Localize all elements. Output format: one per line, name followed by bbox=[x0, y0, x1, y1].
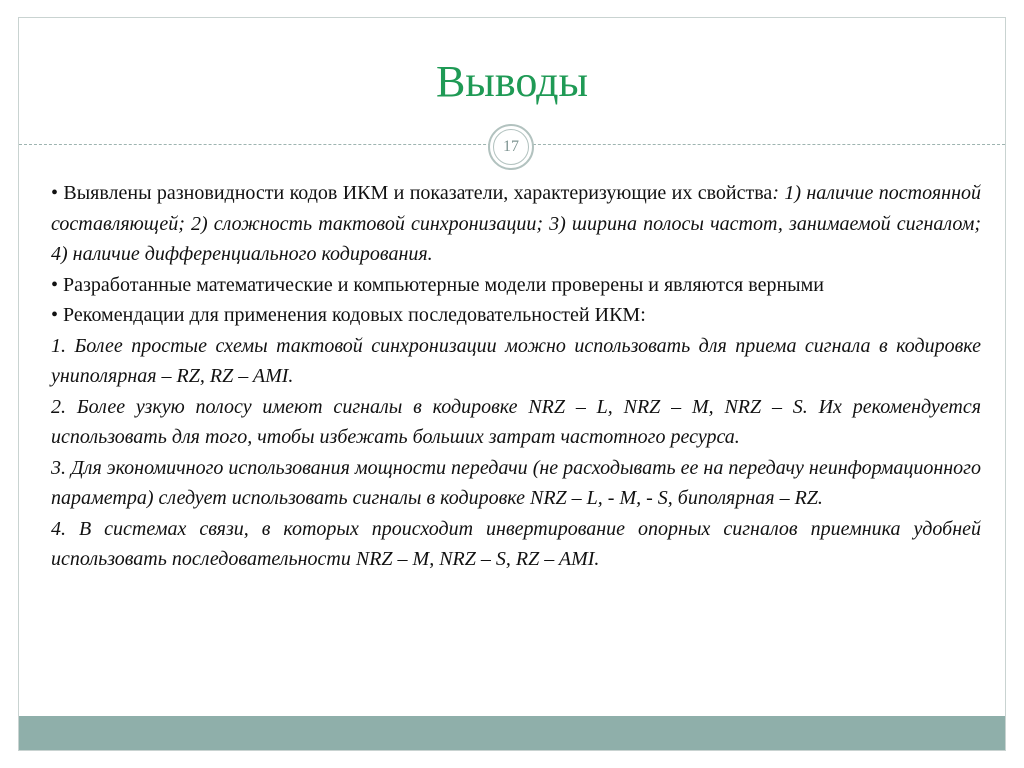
conclusion-1 bbox=[51, 178, 981, 270]
slide-frame bbox=[18, 17, 1006, 751]
slide-title: Выводы bbox=[435, 57, 589, 106]
recommendation-1: 1. Более простые схемы тактовой синхронизации можно использовать для приема сигнала в кодировке униполярная – RZ, RZ – AMI. bbox=[51, 334, 981, 387]
recommendation-2: 2. Более узкую полосу имеют сигналы в кодировке NRZ – L, NRZ – M, NRZ – S. Их рекомендуется использовать для того, чтобы избежать больших затрат частотного ресурса. bbox=[51, 395, 981, 448]
conclusion-1-list: : 1) наличие постоянной составляющей; 2) сложность тактовой синхронизации; 3) ширина полосы частот, занимаемой сигналом; 4) наличие дифференциального кодирования. bbox=[51, 182, 982, 265]
conclusion-1-lead: • Выявлены разновидности кодов ИКМ и показатели, характеризующие их свойства bbox=[51, 182, 773, 204]
conclusion-2: • Разработанные математические и компьютерные модели проверены и являются верными bbox=[51, 273, 824, 296]
footer-bar bbox=[19, 716, 1005, 750]
recommendation-4: 4. В системах связи, в которых происходит инвертирование опорных сигналов приемника удобней использовать последовательности NRZ – M, NRZ – S, RZ – AMI. bbox=[51, 517, 981, 570]
page-number-badge bbox=[488, 124, 534, 170]
recommendation-3: 3. Для экономичного использования мощности передачи (не расходывать ее на передачу неинформационного параметра) следует использовать сигналы в кодировке NRZ – L, - M, - S, биполярная – RZ. bbox=[51, 456, 981, 509]
conclusion-3: • Рекомендации для применения кодовых последовательностей ИКМ: bbox=[51, 304, 646, 326]
page-number: 17 bbox=[493, 129, 529, 165]
slide-body bbox=[51, 178, 981, 575]
